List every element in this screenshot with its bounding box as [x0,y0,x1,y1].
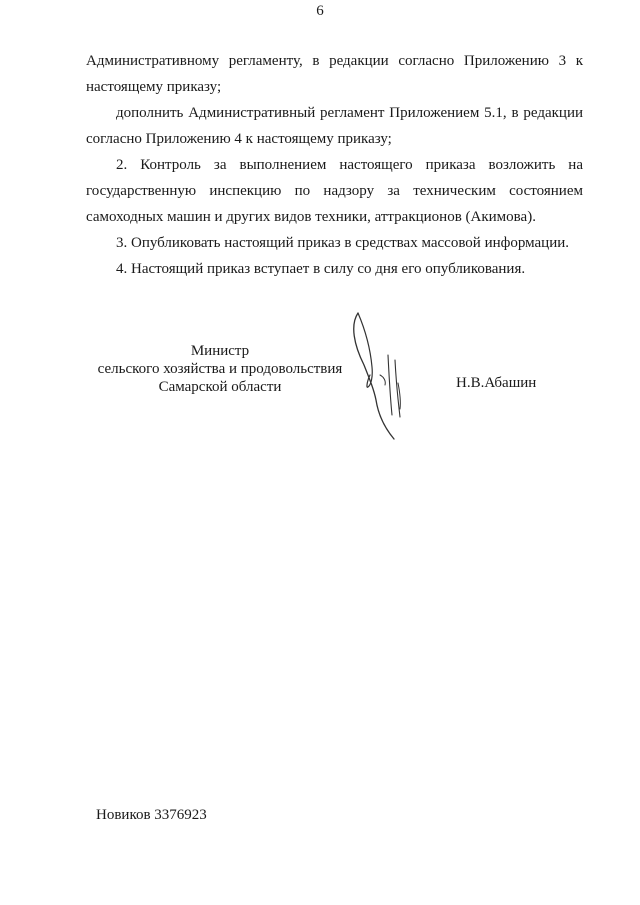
paragraph-1-line-2: настоящему приказу; [86,79,222,95]
signatory-title-line-1: Министр [190,343,250,359]
signatory-name: Н.В.Абашин [456,375,537,391]
paragraph-3-line-2: государственную инспекцию по надзору за техническим состоянием [86,183,583,199]
paragraph-4: 3. Опубликовать настоящий приказ в средствах массовой информации. [116,235,570,251]
paragraph-2-line-2: согласно Приложению 4 к настоящему приказу; [86,131,392,147]
signatory-title-line-2: сельского хозяйства и продовольствия [97,361,343,377]
signatory-title-line-3: Самарской области [158,379,282,395]
executor-info: Новиков 3376923 [96,807,207,823]
signatory-title [70,342,370,396]
paragraph-5: 4. Настоящий приказ вступает в силу со дня его опубликования. [116,261,526,277]
paragraph-3-line-3: самоходных машин и других видов техники, аттракционов (Акимова). [86,209,536,225]
page-number: 6 [316,3,324,19]
paragraph-2-line-1: дополнить Административный регламент Приложением 5.1, в редакции [116,105,583,121]
handwritten-signature [340,305,420,445]
paragraph-3-line-1: 2. Контроль за выполнением настоящего приказа возложить на [116,157,583,173]
paragraph-1-line-1: Административному регламенту, в редакции согласно Приложению 3 к [86,53,583,69]
